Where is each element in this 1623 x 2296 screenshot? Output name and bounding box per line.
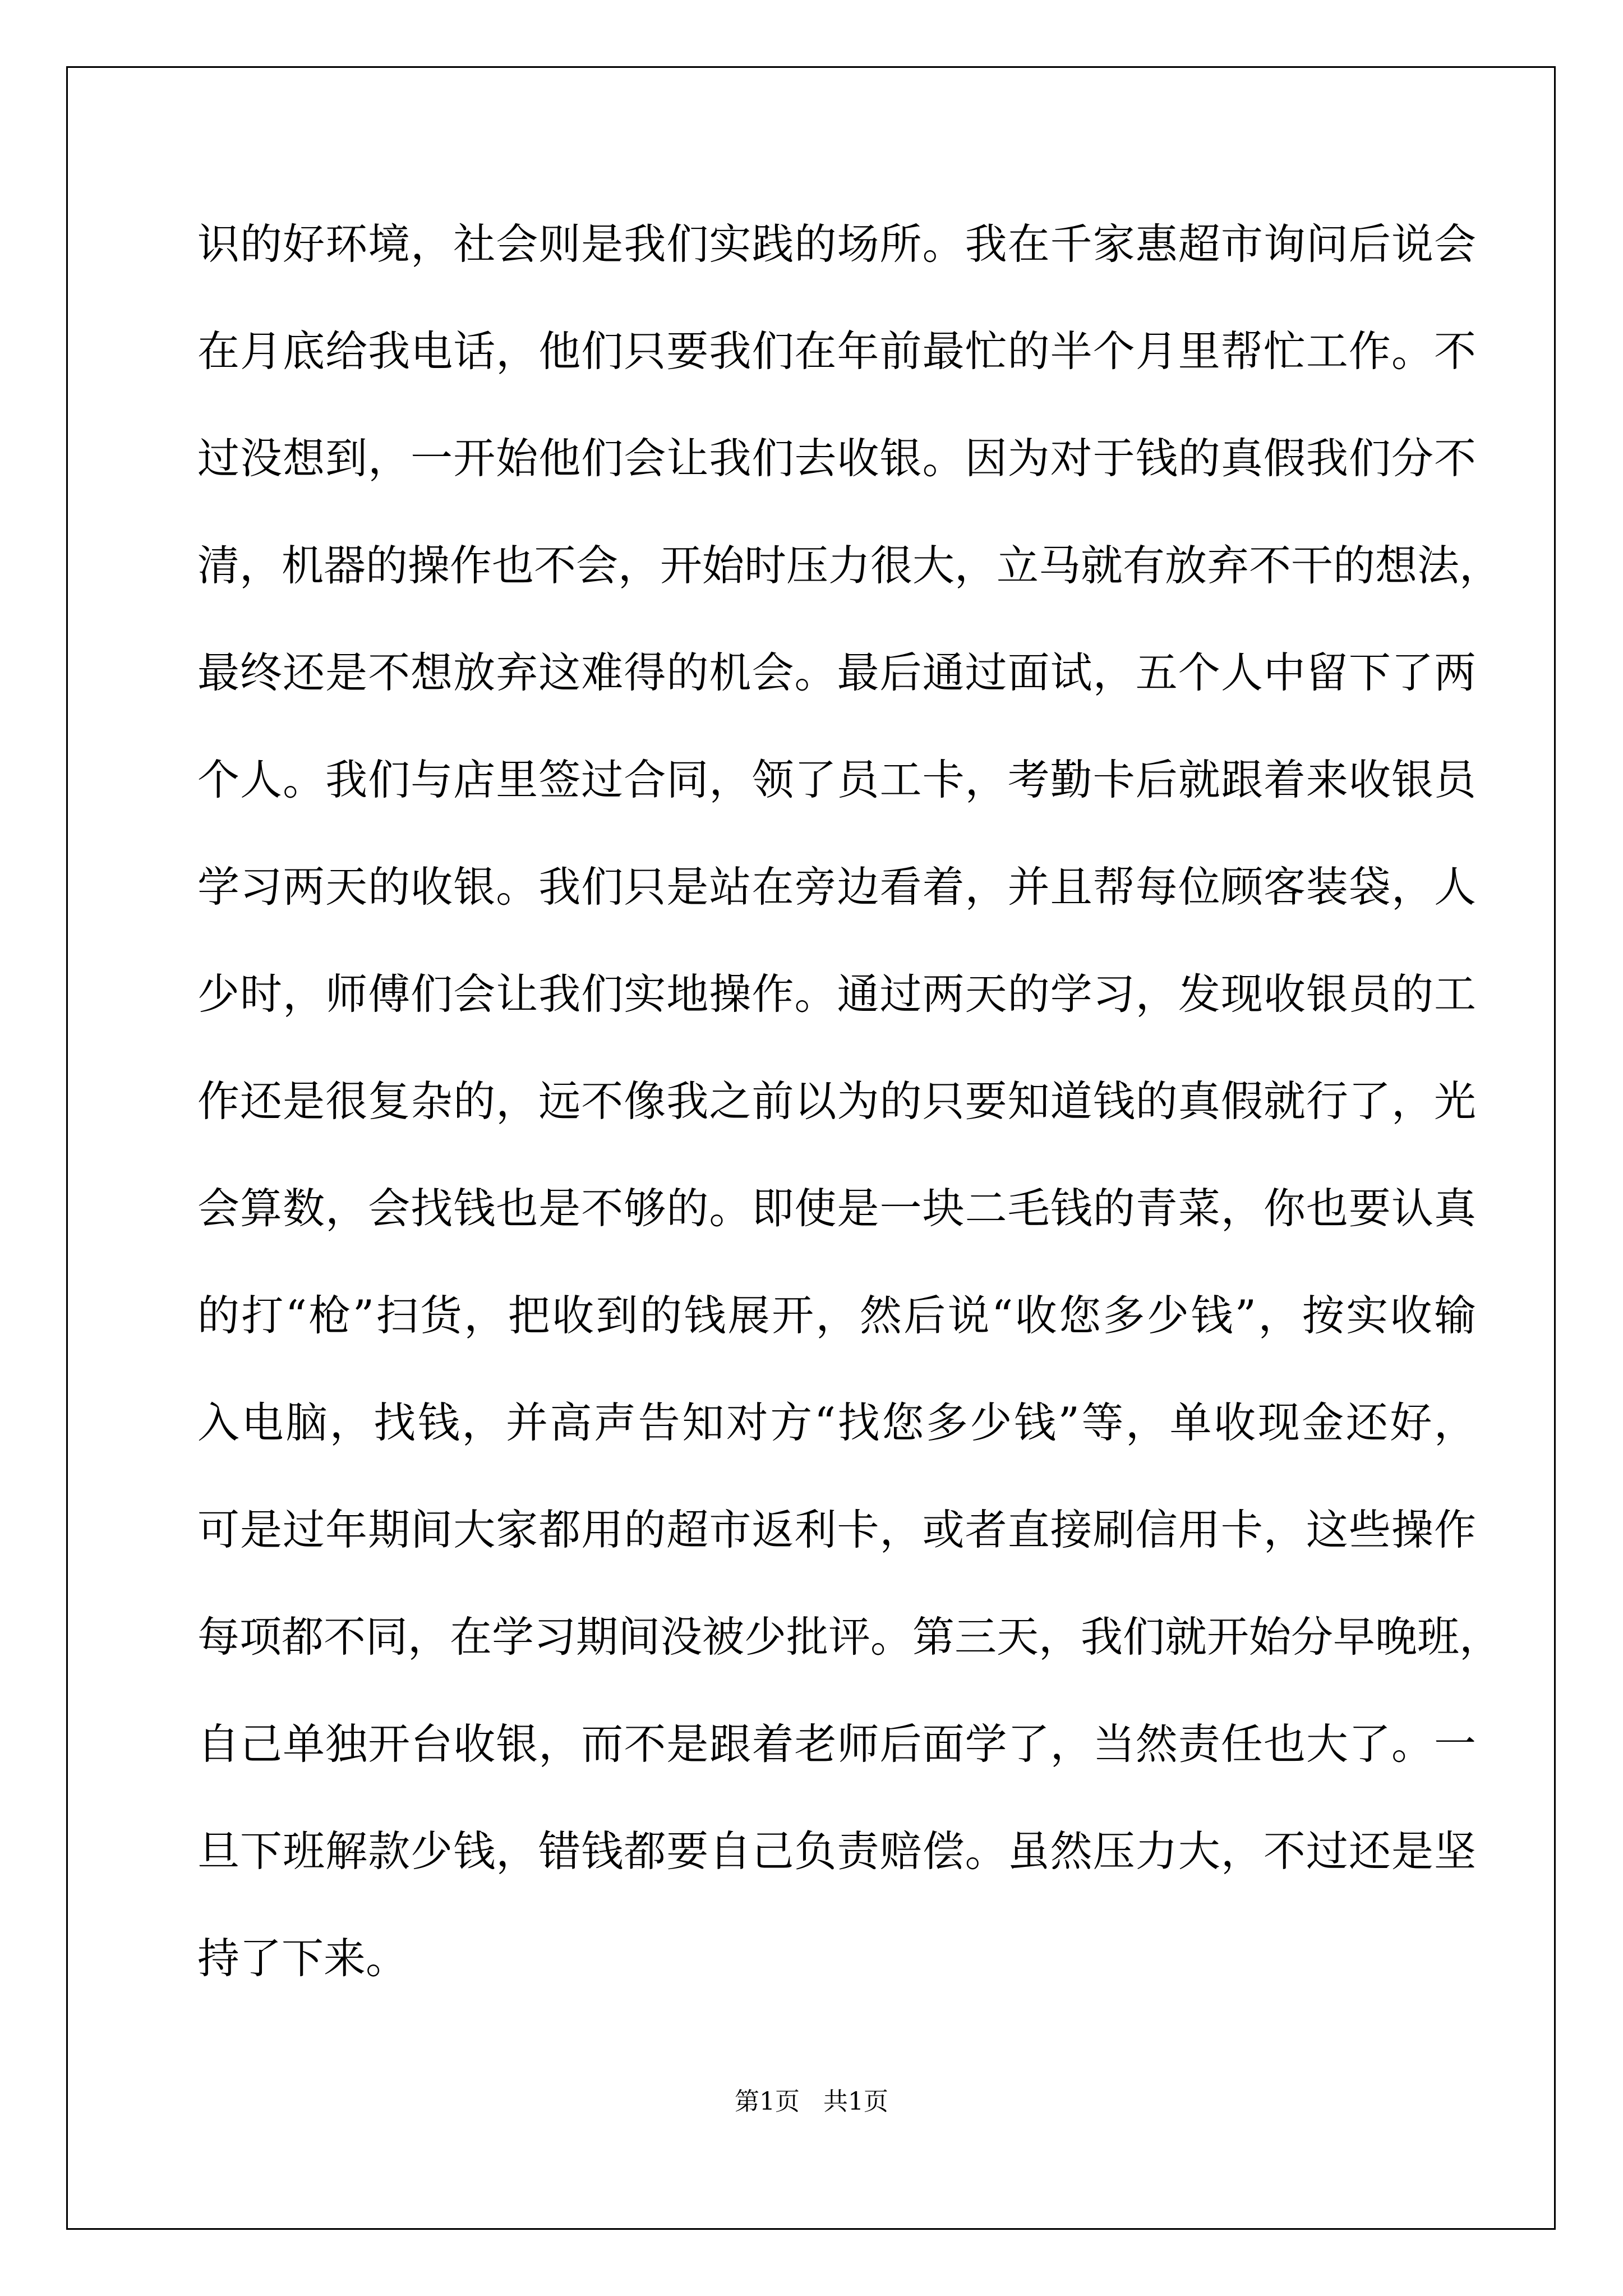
text-line: 每项都不同，在学习期间没被少批评。第三天，我们就开始分早晚班， [197,1612,1502,1662]
text-line: 清，机器的操作也不会，开始时压力很大，立马就有放弃不干的想法， [197,541,1502,590]
text-line: 最终还是不想放弃这难得的机会。最后通过面试，五个人中留下了两 [197,648,1476,697]
text-line: 少时，师傅们会让我们实地操作。通过两天的学习，发现收银员的工 [197,969,1476,1019]
text-line: 入电脑，找钱，并高声告知对方“找您多少钱”等，单收现金还好， [197,1398,1476,1447]
body-text [197,216,1502,2037]
text-line: 旦下班解款少钱，错钱都要自己负责赔偿。虽然压力大，不过还是坚 [197,1826,1476,1876]
text-line: 在月底给我电话，他们只要我们在年前最忙的半个月里帮忙工作。不 [197,326,1476,376]
text-line: 可是过年期间大家都用的超市返利卡，或者直接刷信用卡，这些操作 [197,1505,1476,1554]
page-number-footer: 第1页 共1页 [735,2087,888,2116]
text-line: 自己单独开台收银，而不是跟着老师后面学了，当然责任也大了。一 [197,1719,1476,1769]
text-line: 学习两天的收银。我们只是站在旁边看着，并且帮每位顾客装袋，人 [197,862,1476,912]
text-line: 作还是很复杂的，远不像我之前以为的只要知道钱的真假就行了，光 [197,1076,1476,1126]
text-line: 会算数，会找钱也是不够的。即使是一块二毛钱的青菜，你也要认真 [197,1184,1476,1233]
text-line: 过没想到，一开始他们会让我们去收银。因为对于钱的真假我们分不 [197,434,1476,483]
text-line: 持了下来。 [197,1934,408,1983]
text-line: 个人。我们与店里签过合同，领了员工卡，考勤卡后就跟着来收银员 [197,755,1476,804]
text-line: 识的好环境，社会则是我们实践的场所。我在千家惠超市询问后说会 [197,219,1476,269]
text-line: 的打“枪”扫货，把收到的钱展开，然后说“收您多少钱”，按实收输 [197,1291,1476,1340]
